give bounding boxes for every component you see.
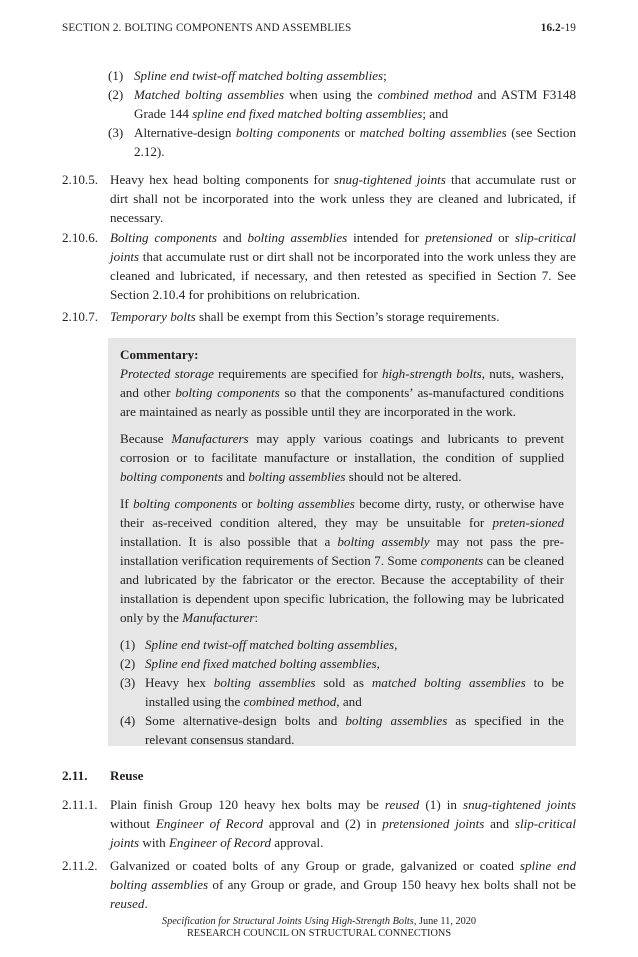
list-item: (2) Spline end fixed matched bolting assemblies,: [120, 656, 380, 671]
clause-2-10-5: 2.10.5. Heavy hex head bolting components for snug-tightened joints that accumulate rust or dirt shall not be incorporated into the work unless they are cleaned and lubricated, if necessary.: [62, 172, 576, 225]
list-item: (3) Heavy hex bolting assemblies sold as matched bolting assemblies to be installed using the combined method, and: [120, 675, 564, 709]
page-footer: Specification for Structural Joints Using High-Strength Bolts, June 11, 2020 RESEARCH COUNCIL ON STRUCTURAL CONNECTIONS: [161, 916, 477, 939]
commentary-paragraph: Protected storage requirements are specified for high-strength bolts, nuts, washers, and other bolting components so that the components’ as-manufactured conditions are maintained as nearly as possible until they are incorporated in the work.: [120, 366, 565, 419]
commentary-paragraph: Because Manufacturers may apply various coatings and lubricants to prevent corrosion or to facilitate manufacture or installation, the condition of supplied bolting components and bolting assemblies should not be altered.: [120, 431, 564, 484]
top-list: [108, 66, 576, 161]
page-number: 16.2-19: [540, 22, 576, 34]
list-item: (1) Spline end twist-off matched bolting assemblies,: [120, 637, 398, 652]
clause-2-11-1: 2.11.1. Plain finish Group 120 heavy hex bolts may be reused (1) in snug-tightened joints without Engineer of Record approval and (2) in pretensioned joints and slip-critical joints with Engineer of Record approval.: [62, 797, 576, 850]
commentary-box: [108, 338, 576, 746]
commentary-heading: Commentary:: [120, 347, 199, 362]
list-item: (4) Some alternative-design bolts and bolting assemblies as specified in the relevant consensus standard.: [120, 713, 564, 747]
clause-2-11-2: 2.11.2. Galvanized or coated bolts of any Group or grade, galvanized or coated spline end bolting assemblies of any Group or grade, and Group 150 heavy hex bolts shall not be reused.: [62, 858, 576, 911]
list-item: (2) Matched bolting assemblies when using the combined method and ASTM F3148 Grade 144 spline end fixed matched bolting assemblies; and: [108, 87, 576, 121]
list-item: (1) Spline end twist-off matched bolting assemblies;: [108, 68, 387, 83]
running-head: SECTION 2. BOLTING COMPONENTS AND ASSEMBLIES: [62, 22, 352, 34]
list-item: (3) Alternative-design bolting components or matched bolting assemblies (see Section 2.12).: [108, 125, 576, 159]
clause-2-10-7: 2.10.7. Temporary bolts shall be exempt from this Section’s storage requirements.: [62, 309, 500, 324]
clause-2-10-6: 2.10.6. Bolting components and bolting assemblies intended for pretensioned or slip-critical joints that accumulate rust or dirt shall not be incorporated into the work unless they are cleaned and lubricated, if necessary, and then retested as specified in Section 7. See Section 2.10.4 for prohibitions on relubrication.: [62, 230, 576, 302]
commentary-paragraph: If bolting components or bolting assemblies become dirty, rusty, or otherwise have their as-received condition altered, they may be unsuitable for preten-sioned installation. It is also possible that a bolting assembly may not pass the pre-installation verification requirements of Section 7. Some components can be cleaned and lubricated by the fabricator or the erector. Because the acceptability of their installation is dependent upon specific lubrication, the following may be lubricated only by the Manufacturer:: [120, 496, 565, 625]
